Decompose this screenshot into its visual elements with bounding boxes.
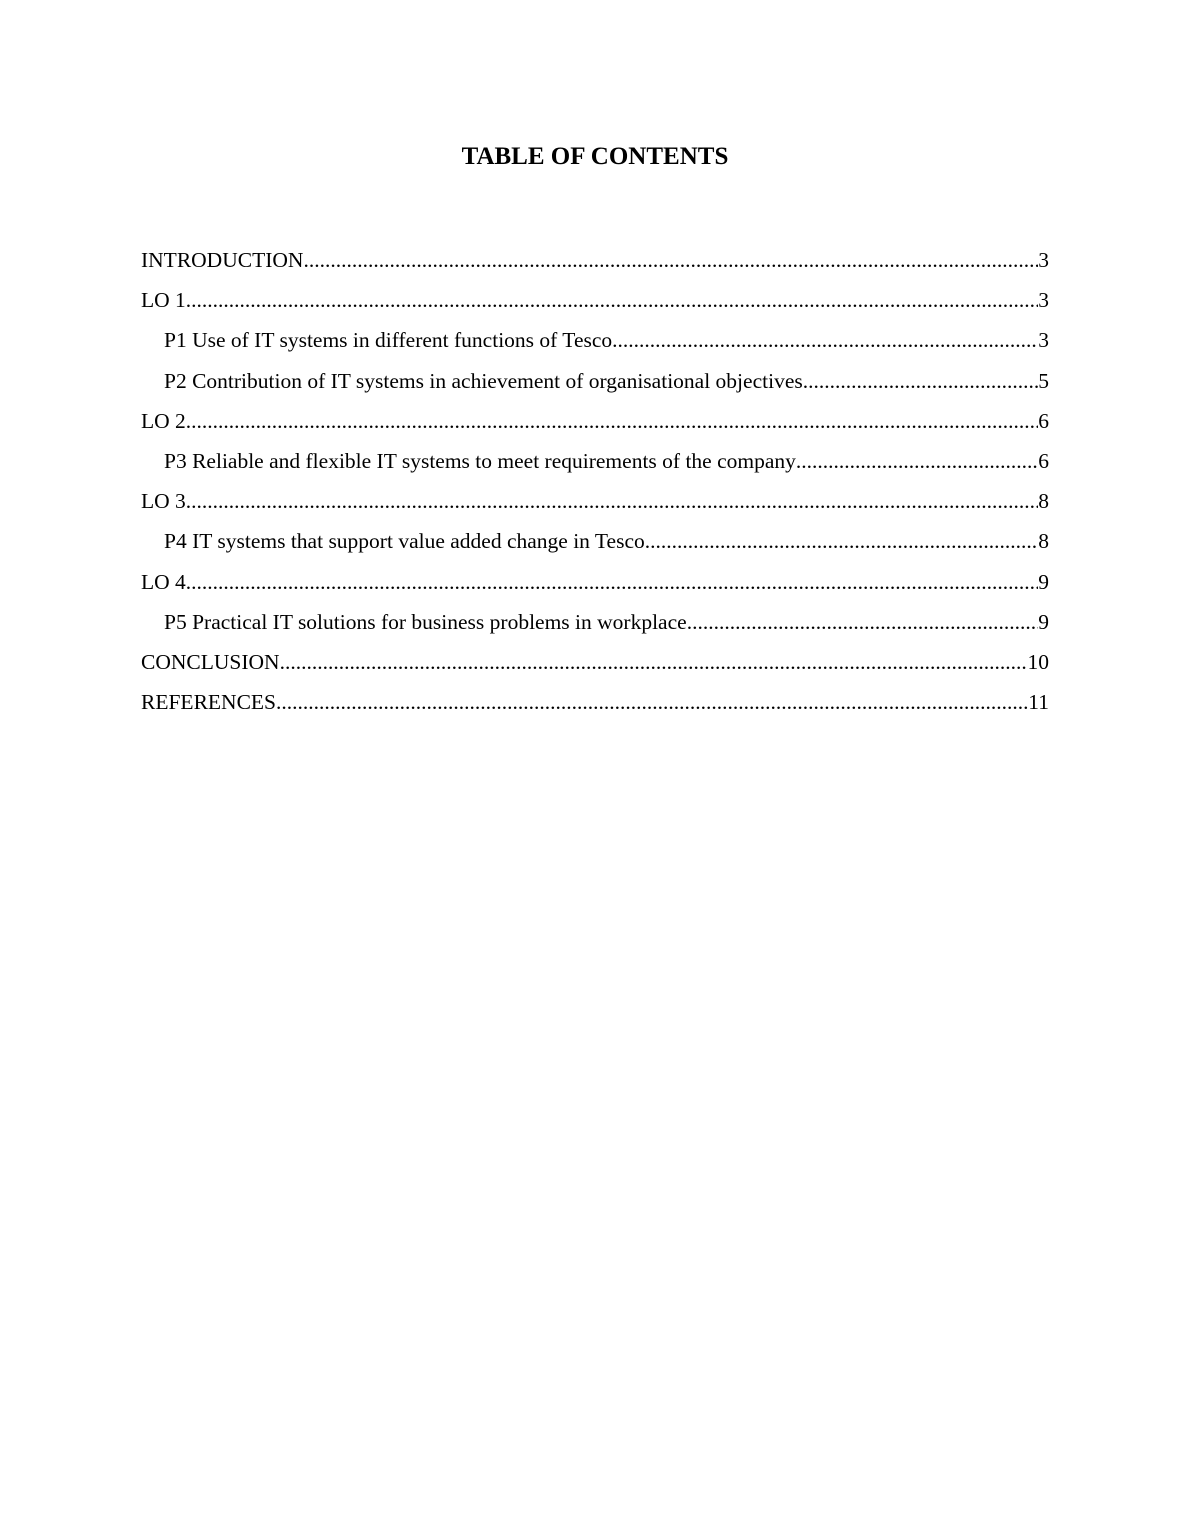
toc-entry-references[interactable] — [141, 686, 1049, 726]
toc-entry-page: 10 — [1027, 649, 1049, 674]
toc-entry-label: CONCLUSION — [141, 649, 280, 674]
toc-entry-page: 9 — [1038, 609, 1049, 634]
dot-leader — [186, 284, 1038, 316]
toc-entry-p4[interactable] — [141, 525, 1049, 565]
page-title: TABLE OF CONTENTS — [461, 143, 729, 170]
toc-entry-page: 6 — [1038, 448, 1049, 473]
toc-entry-page: 3 — [1038, 328, 1049, 353]
toc-entry-p2[interactable] — [141, 365, 1049, 405]
toc-entry-lo-3[interactable] — [141, 485, 1049, 525]
toc-entry-p3[interactable] — [141, 445, 1049, 485]
toc-entry-label: LO 3 — [141, 489, 186, 514]
toc-entry-label: LO 2 — [141, 408, 186, 433]
toc-entry-p5[interactable] — [141, 606, 1049, 646]
dot-leader — [276, 686, 1028, 718]
toc-entry-label: LO 4 — [141, 569, 186, 594]
dot-leader — [186, 485, 1038, 517]
toc-entry-page: 9 — [1038, 569, 1049, 594]
dot-leader — [796, 445, 1038, 477]
toc-entry-page: 8 — [1038, 489, 1049, 514]
dot-leader — [303, 244, 1038, 276]
dot-leader — [280, 646, 1028, 678]
toc-entry-p1[interactable] — [141, 324, 1049, 364]
dot-leader — [687, 606, 1039, 638]
dot-leader — [803, 365, 1039, 397]
toc-entry-label: P4 IT systems that support value added change in Tesco — [164, 529, 645, 554]
toc-entry-label: P2 Contribution of IT systems in achievement of organisational objectives — [164, 368, 803, 393]
toc-entry-conclusion[interactable] — [141, 646, 1049, 686]
toc-entry-label: P3 Reliable and flexible IT systems to meet requirements of the company — [164, 448, 796, 473]
toc-entry-label: LO 1 — [141, 288, 186, 313]
dot-leader — [612, 324, 1038, 356]
toc-entry-page: 6 — [1038, 408, 1049, 433]
toc-entry-page: 3 — [1038, 248, 1049, 272]
toc-entry-lo-4[interactable] — [141, 566, 1049, 606]
toc-entry-label: P1 Use of IT systems in different functions of Tesco — [164, 328, 613, 353]
toc-entry-label: REFERENCES — [141, 690, 276, 715]
toc-entry-page: 5 — [1038, 368, 1049, 393]
dot-leader — [645, 525, 1038, 557]
toc-entry-label: P5 Practical IT solutions for business problems in workplace — [164, 609, 687, 634]
toc-entry-label: INTRODUCTION — [141, 248, 304, 272]
dot-leader — [186, 405, 1038, 437]
toc-entry-page: 3 — [1038, 288, 1049, 313]
dot-leader — [186, 566, 1038, 598]
toc-entry-page: 11 — [1028, 690, 1049, 715]
toc-entry-page: 8 — [1038, 529, 1049, 554]
toc-entry-lo-1[interactable] — [141, 284, 1049, 324]
toc-list — [141, 244, 1049, 726]
toc-entry-introduction[interactable] — [141, 244, 1049, 284]
toc-entry-lo-2[interactable] — [141, 405, 1049, 445]
